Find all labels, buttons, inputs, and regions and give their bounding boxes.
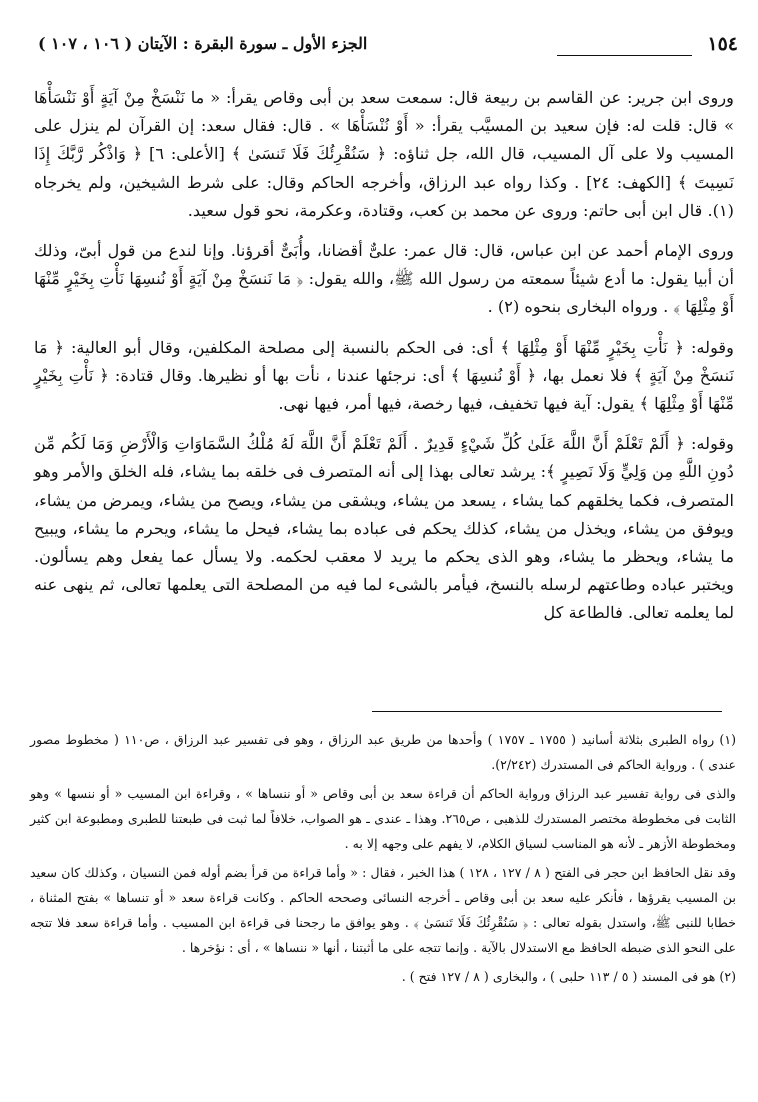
paragraph: وقوله: ﴿ أَلَمْ تَعْلَمْ أَنَّ اللَّهَ عَلَىٰ كُلِّ شَيْءٍ قَدِيرٌ . أَلَمْ تَعْلَمْ أَنَّ اللَّهَ لَهُ مُلْكُ السَّمَاوَاتِ وَالْأَرْضِ وَمَا لَكُم مِّن دُونِ اللَّهِ مِن وَلِيٍّ وَلَا نَصِيرٍ ﴾: يرشد تعالى بهذا إلى أنه المتصرف فى خلقه بما يشاء، فله الخلق والأمر وهو المتصرف، فكما يخلقهم كما يشاء ، يسعد من يشاء، ويشقى من يشاء، ويصح من يشاء، ويمرض من يشاء، ويوفق من يشاء، ويخذل من يشاء، كذلك يحكم فى عباده بما يشاء، فيحل ما يشاء، ويحرم ما يشاء، ويبيح ما يشاء، ويحظر ما يشاء، وهو الذى يحكم ما يريد لا معقب لحكمه. ولا يسأل عما يفعل وهم يسألون. ويختبر عباده وطاعتهم لرسله بالنسخ، فيأمر بالشىء لما فيه من المصلحة التى يعلمها تعالى، ثم ينهى عنه لما يعلمه تعالى. فالطاعة كل <box>34 434 734 623</box>
footnote-divider <box>372 711 722 712</box>
footnote: والذى فى رواية تفسير عبد الرزاق ورواية الحاكم أن قراءة سعد بن أبى وقاص « أو ننساها » ، وقراءة ابن المسيب « أو ننسها » وهو الثابت فى مخطوطة مختصر المستدرك للذهبى ، ص٢٦٥. وهذا ـ عندى ـ هو الصواب، خلافاً لما ثبت فى طبعتنا للطبرى ومطبوعة ابن كثير ومخطوطة الأزهر ـ لأنه هو المناسب لسياق الكلام، لا يفهم على وجهه إلا به . <box>30 786 736 851</box>
running-title: الجزء الأول ـ سورة البقرة : الآيتان ( ١٠٦ ، ١٠٧ ) <box>38 34 368 53</box>
paragraph: وقوله: ﴿ نَأْتِ بِخَيْرٍ مِّنْهَا أَوْ مِثْلِهَا ﴾ أى: فى الحكم بالنسبة إلى مصلحة المكلفين، وقال أبو العالية: ﴿ مَا نَنسَخْ مِنْ آيَةٍ ﴾ فلا نعمل بها، ﴿ أَوْ نُنسِهَا ﴾ أى: نرجئها عندنا ، نأت بها أو نظيرها. وقال قتادة: ﴿ نَأْتِ بِخَيْرٍ مِّنْهَا أَوْ مِثْلِهَا ﴾ يقول: آية فيها تخفيف، فيها رخصة، فيها أمر، فيها نهى. <box>34 337 734 414</box>
footnote: (١) رواه الطبرى بثلاثة أسانيد ( ١٧٥٥ ـ ١٧٥٧ ) وأحدها من طريق عبد الرزاق ، وهو فى تفسير عبد الرزاق ، ص١١٠ ( مخطوط مصور عندى ) . ورواية الحاكم فى المستدرك (٢/٢٤٢). <box>30 732 736 772</box>
footnote: (٢) هو فى المسند ( ٥ / ١١٣ حلبى ) ، والبخارى ( ٨ / ١٢٧ فتح ) . <box>401 969 736 984</box>
page-number: ١٥٤ <box>707 33 738 55</box>
page-header <box>38 33 738 63</box>
footnotes <box>30 727 736 993</box>
paragraph: وروى ابن جرير: عن القاسم بن ربيعة قال: سمعت سعد بن أبى وقاص يقرأ: « ما نَنْسَخْ مِنْ آيَةٍ أَوْ نَنْسَأْهَا » قال: قلت له: فإن سعيد بن المسيَّب يقرأ: « أَوْ نُنْسَأْهَا » . قال: فقال سعد: إن القرآن لم ينزل على المسيب ولا على آل المسيب، قال الله، جل ثناؤه: ﴿ سَنُقْرِئُكَ فَلَا تَنسَىٰ ﴾ [الأعلى: ٦] ﴿ وَاذْكُر رَّبَّكَ إِذَا نَسِيتَ ﴾ [الكهف: ٢٤] . وكذا رواه عبد الرزاق، وأخرجه الحاكم وقال: على شرط الشيخين، ولم يخرجاه (١). قال ابن أبى حاتم: وروى عن محمد بن كعب، وقتادة، وعكرمة، نحو قول سعيد. <box>34 88 734 220</box>
footnote: وقد نقل الحافظ ابن حجر فى الفتح ( ٨ / ١٢٧ ، ١٢٨ ) هذا الخبر ، فقال : « وأما قراءة من قرأ بضم أوله فمن النسيان ، وكذلك كان سعيد بن المسيب يقرؤها ، فأنكر عليه سعد بن أبى وقاص ـ أخرجه النسائى وصححه الحاكم . وكانت قراءة سعد « أو تنساها » بفتح المثناة ، خطابا للنبى ﷺ، واستدل بقوله تعالى : ﴿ سَنُقْرِئُكَ فَلَا تَنسَىٰ ﴾ . وهو يوافق ما رجحنا فى قراءة ابن المسيب . وأما قراءة سعد فلا تتجه على النحو الذى ضبطه الحافظ مع الاستدلال بالآية . وإنما تتجه على ما أثبتنا ، أنها « ننساها » ، أى : نؤخرها . <box>30 865 737 955</box>
paragraph: وروى الإمام أحمد عن ابن عباس، قال: قال عمر: علىٌّ أقضانا، وأُبَىٌّ أقرؤنا. وإنا لندع من قول أبىّ، وذلك أن أبيا يقول: ما أدع شيئاً سمعته من رسول الله ﷺ، والله يقول: ﴿ مَا نَنسَخْ مِنْ آيَةٍ أَوْ نُنسِهَا نَأْتِ بِخَيْرٍ مِّنْهَا أَوْ مِثْلِهَا ﴾ . ورواه البخارى بنحوه (٢) . <box>34 241 734 317</box>
main-text <box>34 84 734 640</box>
header-rule <box>557 55 692 56</box>
